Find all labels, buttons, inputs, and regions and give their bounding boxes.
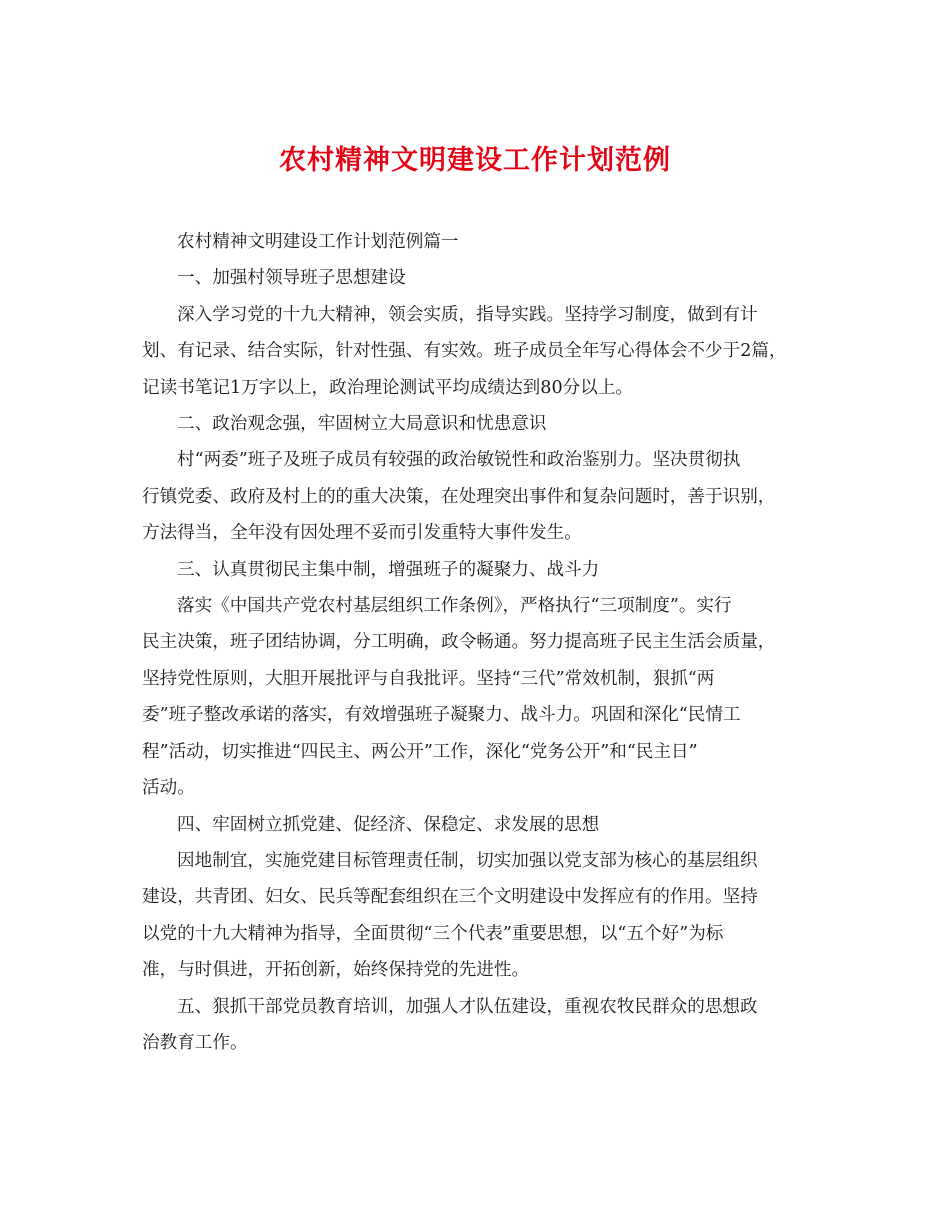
paragraph-line: 深入学习党的十九大精神，领会实质，指导实践。坚持学习制度，做到有计 xyxy=(177,304,758,325)
section-heading: 二、政治观念强，牢固树立大局意识和忧患意识 xyxy=(177,414,547,435)
section-heading: 四、牢固树立抓党建、促经济、保稳定、求发展的思想 xyxy=(177,814,600,835)
paragraph-line: 准，与时俱进，开拓创新，始终保持党的先进性。 xyxy=(142,960,530,981)
paragraph-line: 因地制宜，实施党建目标管理责任制，切实加强以党支部为核心的基层组织 xyxy=(177,850,758,871)
paragraph-line: 落实《中国共产党农村基层组织工作条例》，严格执行“三项制度”。实行 xyxy=(177,596,732,617)
document-title: 农村精神文明建设工作计划范例 xyxy=(279,145,671,176)
paragraph-line: 方法得当，全年没有因处理不妥而引发重特大事件发生。 xyxy=(142,523,582,544)
paragraph-line: 建设，共青团、妇女、民兵等配套组织在三个文明建设中发挥应有的作用。坚持 xyxy=(142,887,758,908)
paragraph-line: 行镇党委、政府及村上的的重大决策，在处理突出事件和复杂问题时，善于识别， xyxy=(142,486,776,507)
section-heading: 三、认真贯彻民主集中制，增强班子的凝聚力、战斗力 xyxy=(177,559,600,580)
paragraph-line: 坚持党性原则，大胆开展批评与自我批评。坚持“三代”常效机制，狠抓“两 xyxy=(142,668,715,689)
paragraph-line: 以党的十九大精神为指导，全面贯彻“三个代表”重要思想，以“五个好”为标 xyxy=(142,923,724,944)
paragraph-line: 村“两委”班子及班子成员有较强的政治敏锐性和政治鉴别力。坚决贯彻执 xyxy=(177,450,741,471)
section-heading: 五、狠抓干部党员教育培训，加强人才队伍建设，重视农牧民群众的思想政 xyxy=(177,996,758,1017)
document-body xyxy=(142,224,812,1061)
paragraph-line: 治教育工作。 xyxy=(142,1032,248,1053)
paragraph-line: 民主决策，班子团结协调，分工明确，政令畅通。努力提高班子民主生活会质量， xyxy=(142,632,776,653)
paragraph-line: 委”班子整改承诺的落实，有效增强班子凝聚力、战斗力。巩固和深化“民情工 xyxy=(142,705,741,726)
paragraph-line: 划、有记录、结合实际，针对性强、有实效。班子成员全年写心得体会不少于2篇， xyxy=(142,341,787,362)
section-heading: 一、加强村领导班子思想建设 xyxy=(177,268,406,289)
paragraph-line: 活动。 xyxy=(142,778,195,799)
paragraph-line: 程”活动，切实推进“四民主、两公开”工作，深化“党务公开”和“民主日” xyxy=(142,741,698,762)
paragraph-line: 记读书笔记1万字以上，政治理论测试平均成绩达到80分以上。 xyxy=(142,377,634,398)
document-subtitle: 农村精神文明建设工作计划范例篇一 xyxy=(177,232,459,252)
